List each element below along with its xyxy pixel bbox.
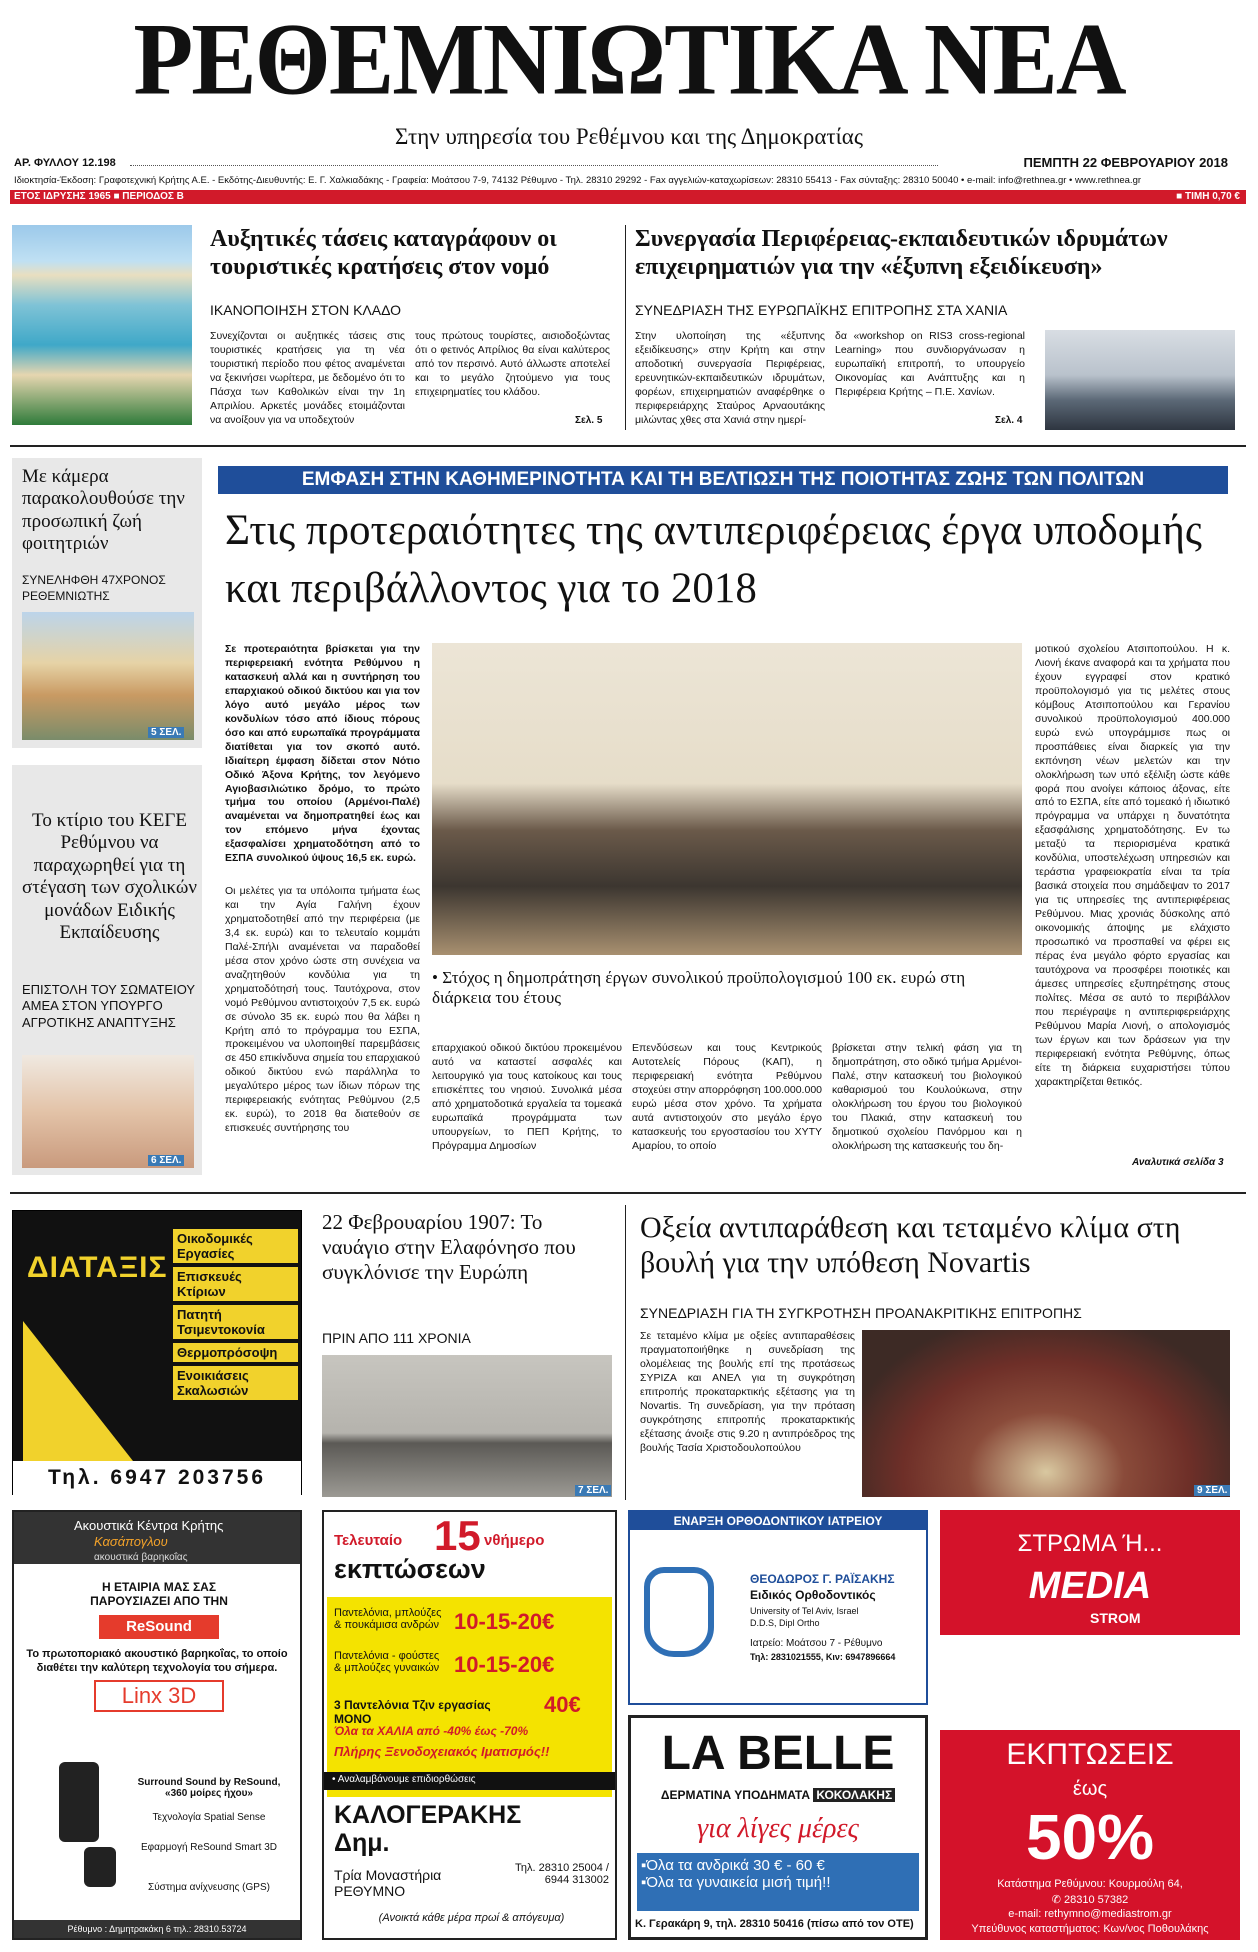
side2-kicker: ΕΠΙΣΤΟΛΗ ΤΟΥ ΣΩΜΑΤΕΙΟΥ ΑΜΕΑ ΣΤΟΝ ΥΠΟΥΡΓΟ ΑΓΡΟΤΙΚΗΣ ΑΝΑΠΤΥΞΗΣ bbox=[22, 982, 195, 1030]
meeting-photo bbox=[432, 643, 1022, 955]
divider bbox=[10, 1192, 1246, 1194]
watch-image bbox=[84, 1847, 116, 1887]
labelle-sub bbox=[631, 1788, 925, 1802]
media-sale: ΕΚΠΤΩΣΕΙΣ bbox=[1006, 1738, 1174, 1771]
divider bbox=[10, 445, 1246, 447]
acoustic-feat3: Εφαρμογή ReSound Smart 3D bbox=[141, 1842, 277, 1853]
service-item: Ενοικιάσεις Σκαλωσιών bbox=[173, 1366, 298, 1400]
side2-headline: Το κτίριο του ΚΕΓΕ Ρεθύμνου να παραχωρηθεί για τη στέγαση των σχολικών μονάδων Ειδικής Εκπαίδευσης bbox=[22, 810, 197, 944]
media-phone[interactable]: ✆ 28310 57382 bbox=[1051, 1894, 1129, 1906]
sale-r3a: 3 Παντελόνια Τζιν εργασίας ΜΟΝΟ bbox=[334, 1698, 491, 1726]
divider bbox=[625, 1205, 626, 1500]
diataxis-phone[interactable]: Τηλ. 6947 203756 bbox=[13, 1461, 301, 1495]
shop-addr: Τρία Μοναστήρια ΡΕΘΥΜΝΟ bbox=[334, 1867, 442, 1899]
lead-col2: επαρχιακού οδικού δικτύου προκειμένου αυτό να καταστεί ασφαλές και λειτουργικό για τους κατοίκους και τους επισκέπτες του νησιού. Συνολικά μέσα από χρηματοδοτικά εργαλεία τα τομεακά ευρωπαϊκά προγράμματα των υπουργείων, το ΠΕΠ Κρήτης, το Πρόγραμμα Δημοσίων bbox=[432, 1042, 622, 1152]
labelle-line1: ▪Όλα τα ανδρικά 30 € - 60 € bbox=[641, 1857, 825, 1874]
story1-kicker: ΙΚΑΝΟΠΟΙΗΣΗ ΣΤΟΝ ΚΛΑΔΟ bbox=[210, 302, 402, 318]
story1-page-ref[interactable]: Σελ. 5 bbox=[575, 415, 603, 426]
labelle-title: LA BELLE bbox=[661, 1727, 895, 1780]
labelle-promo: για λίγες μέρες bbox=[697, 1813, 859, 1844]
story1-headline: Αυξητικές τάσεις καταγράφουν οι τουριστικές κρατήσεις στον νομό bbox=[210, 226, 557, 281]
acoustic-feat4: Σύστημα ανίχνευσης (GPS) bbox=[148, 1882, 270, 1893]
media-upto: έως bbox=[1072, 1778, 1108, 1800]
sale-r6: • Αναλαμβάνουμε επιδιορθώσεις bbox=[324, 1772, 615, 1790]
hotel-pool-photo bbox=[12, 225, 192, 425]
ortho-ad[interactable] bbox=[628, 1510, 928, 1705]
sale-r2b: 10-15-20€ bbox=[454, 1652, 555, 1677]
diataxis-services bbox=[173, 1229, 298, 1400]
media-pct: 50% bbox=[1025, 1801, 1155, 1873]
sale-r5: Πλήρης Ξενοδοχειακός Ιματισμός!! bbox=[334, 1744, 550, 1759]
labelle-sub2: ΚΟΚΟΛΑΚΗΣ bbox=[813, 1788, 895, 1802]
acoustic-desc: Το πρωτοποριακό ακουστικό βαρηκοΐας, το οποίο διαθέτει την καλύτερη τεχνολογία του σήμερα. bbox=[26, 1648, 288, 1675]
lead-page-ref[interactable]: Αναλυτικά σελίδα 3 bbox=[1132, 1157, 1224, 1168]
price-label: ■ ΤΙΜΗ 0,70 € bbox=[1176, 191, 1240, 202]
ortho-title: Ειδικός Ορθοδοντικός bbox=[750, 1588, 876, 1602]
shop-hours: (Ανοικτά κάθε μέρα πρωί & απόγευμα) bbox=[378, 1912, 565, 1924]
labelle-addr: Κ. Γερακάρη 9, τηλ. 28310 50416 (πίσω από τον ΟΤΕ) bbox=[635, 1918, 914, 1930]
story2-col1: Στην υλοποίηση της «έξυπνης εξειδίκευσης» στην Κρήτη και στην αποδοτική συνεργασία Περιφέρειας, ερευνητικών-εκπαιδευτικών ιδρυμάτων, φορέων, επιχειρηματιών αναφέρθηκε ο περιφερειάρχης Σταύρος Αρναουτάκης μιλώντας χθες στα Χανιά στην ημερί- bbox=[635, 330, 825, 426]
ortho-uni: University of Tel Aviv, Israel bbox=[750, 1606, 859, 1616]
divider bbox=[130, 165, 938, 166]
shop-phones[interactable]: Τηλ. 28310 25004 / 6944 313002 bbox=[515, 1862, 609, 1886]
acoustic-ad[interactable] bbox=[12, 1510, 302, 1940]
acoustic-feat1: Surround Sound by ReSound, «360 μοίρες ήχου» bbox=[137, 1777, 281, 1799]
ortho-name: ΘΕΟΔΩΡΟΣ Γ. ΡΑΪΣΑΚΗΣ bbox=[750, 1572, 895, 1586]
mediastrom-ad[interactable] bbox=[940, 1510, 1240, 1940]
sale-r4: Όλα τα ΧΑΛΙΑ από -40% έως -70% bbox=[334, 1724, 529, 1738]
media-photo bbox=[940, 1635, 1240, 1730]
sale-r1a: Παντελόνια, μπλούζες & πουκάμισα ανδρών bbox=[334, 1607, 442, 1631]
media-brand2: STROM bbox=[1090, 1610, 1141, 1626]
media-brand: MEDIA bbox=[1028, 1565, 1152, 1607]
ortho-header: ΕΝΑΡΞΗ ΟΡΘΟΔΟΝΤΙΚΟΥ ΙΑΤΡΕΙΟΥ bbox=[630, 1512, 926, 1530]
phone-image bbox=[59, 1762, 99, 1842]
sale-title: εκπτώσεων bbox=[334, 1554, 486, 1584]
diataxis-triangle bbox=[23, 1321, 133, 1461]
lead-intro: Σε προτεραιότητα βρίσκεται για την περιφερειακή ενότητα Ρεθύμνου η κατασκευή αλλά και η συντήρηση του επαρχιακού οδικού δικτύου και για τον λόγο αυτό μεγάλο μέρος των κονδυλίων τόσο από ίδιους πόρους όσο και από ευρωπαϊκά προγράμματα διατίθεται για τον σκοπό αυτό. Ιδιαίτερη έμφαση δίδεται στον Νότιο Οδικό Άξονα Κρήτης, τον λεγόμενο Αγιοβασιλιώτικο δρόμο, το πρώτο τμήμα του οποίου (Αρμένοι-Παλέ) αναμένεται να δημοπρατηθεί έως και τον επόμενο μήνα έχοντας εξασφαλίσει χρηματοδότηση από το ΕΣΠΑ συνολικού ύψους 16,5 εκ. ευρώ. bbox=[225, 643, 420, 865]
history-page-ref[interactable]: 7 ΣΕΛ. bbox=[575, 1485, 611, 1496]
labelle-ad[interactable] bbox=[628, 1715, 928, 1940]
masthead-tagline: Στην υπηρεσία του Ρεθέμνου και της Δημοκρατίας bbox=[395, 124, 863, 149]
lead-col5: μοτικού σχολείου Ατσιποπούλου. Η κ. Λιονή έκανε αναφορά και τα χρήματα που έχουν εγγραφεί στον κρατικό προϋπολογισμό για τις μελέτες στους κόμβους Ατσιποπούλου και Γερανίου συνολικού προϋπολογισμού 400.000 ευρώ ενώ υπογράμμισε πως οι προσπάθειες είναι διαρκείς για την εκπόνηση νέων μελετών και την ολοκλήρωση των υπό εξέλιξη ώστε κάθε φορά που ανοίγει κάποιος άξονας, είτε από το ΕΣΠΑ, είτε από τομεακό ή ιδιωτικό πρόγραμμα να υπάρχει η δυνατότητα εξασφάλισης χρηματοδότησης. Εν τω μεταξύ τα περιορισμένα κρατικά κονδύλια, υποστελέχωση υπηρεσιών και τεράστια γραφειοκρατία είναι τα τρία βασικά στοιχεία που σημάδεψαν το 2017 για τις υπηρεσίες της αντιπεριφέρειας Ρεθύμνου. Μιας χρονιάς δύσκολης από οικονομικής άποψης με ελάχιστο προσωπικό να προσπαθεί να φέρει εις πέρας ένα μεγάλο φόρτο εργασίας και ταυτόχρονα να προσφέρει ποιοτικές και άμεσες υπηρεσίες εξυπηρέτησης στους πολίτες. Μέσα σε αυτό το περιβάλλον που περιέγραψε η αντιπεριφερειάρχης Ρεθύμνου Μαρία Λιονή, ο απολογισμός των έργων και των δράσεων για την περιφερειακή ενότητα Ρεθύμνης, όπως είτε τη διάρκεια ευχαριστήσει τύπου χαρακτηρίζεται θετικός. bbox=[1035, 643, 1230, 1088]
divider bbox=[625, 225, 626, 430]
sale-top2: νθήμερο bbox=[484, 1532, 545, 1549]
ortho-phone[interactable]: Τηλ: 2831021555, Κιν: 6947896664 bbox=[750, 1652, 896, 1662]
issue-date: ΠΕΜΠΤΗ 22 ΦΕΒΡΟΥΑΡΙΟΥ 2018 bbox=[1023, 155, 1228, 170]
acoustic-footer: Ρέθυμνο : Δημητρακάκη 6 τηλ.: 28310.53724 bbox=[14, 1920, 300, 1938]
service-item: Πατητή Τσιμεντοκονία bbox=[173, 1305, 298, 1339]
history-headline: 22 Φεβρουαρίου 1907: Το ναυάγιο στην Ελαφόνησο που συγκλόνισε την Ευρώπη bbox=[322, 1210, 576, 1284]
kalogerakis-ad[interactable] bbox=[322, 1510, 617, 1940]
story2-page-ref[interactable]: Σελ. 4 bbox=[995, 415, 1023, 426]
history-kicker: ΠΡΙΝ ΑΠΟ 111 ΧΡΟΝΙΑ bbox=[322, 1330, 471, 1346]
story1-col1: Συνεχίζονται οι αυξητικές τάσεις στις τουριστικές κρατήσεις για τη νέα τουριστική περίοδο που φέτος αναμένεται να ξεκινήσει νωρίτερα, με δεδομένο ότι το Πάσχα των Καθολικών είναι την 1η Απριλίου. Αρκετές μονάδες ετοιμάζονται να ανοίξουν για να υποδεχτούν bbox=[210, 330, 405, 426]
novartis-kicker: ΣΥΝΕΔΡΙΑΣΗ ΓΙΑ ΤΗ ΣΥΓΚΡΟΤΗΣΗ ΠΡΟΑΝΑΚΡΙΤΙΚΗΣ ΕΠΙΤΡΟΠΗΣ bbox=[640, 1305, 1082, 1321]
acoustic-subtitle: ακουστικά βαρηκοΐας bbox=[94, 1552, 188, 1563]
ortho-deg: D.D.S, Dipl Ortho bbox=[750, 1618, 820, 1628]
media-email[interactable]: e-mail: rethymno@mediastrom.gr bbox=[1008, 1908, 1172, 1920]
diataxis-ad[interactable] bbox=[12, 1210, 302, 1495]
lead-col4: βρίσκεται στην τελική φάση για τη δημοπράτηση, στο οδικό τμήμα Αρμένοι-Παλέ, στην κατασκευή του βιολογικού καθαρισμού του Κουλούκωνα, στην ολοκλήρωση του έργου του βιολογικού του Πλακιά, στην κατασκευή του δημοτικού σχολείου Πανόρμου και η ολοκλήρωση της κατασκευής του δη- bbox=[832, 1042, 1022, 1152]
building-photo bbox=[22, 612, 194, 740]
acoustic-feat2: Τεχνολογία Spatial Sense bbox=[152, 1812, 266, 1823]
lead-banner: ΕΜΦΑΣΗ ΣΤΗΝ ΚΑΘΗΜΕΡΙΝΟΤΗΤΑ ΚΑΙ ΤΗ ΒΕΛΤΙΩΣΗ ΤΗΣ ΠΟΙΟΤΗΤΑΣ ΖΩΗΣ ΤΩΝ ΠΟΛΙΤΩΝ bbox=[218, 466, 1228, 494]
story2-headline: Συνεργασία Περιφέρειας-εκπαιδευτικών ιδρυμάτων επιχειρηματιών για την «έξυπνη εξειδίκευση» bbox=[635, 226, 1168, 281]
diataxis-logo: ΔΙΑΤΑΞΙΣ bbox=[27, 1251, 168, 1284]
labelle-sub1: ΔΕΡΜΑΤΙΝΑ ΥΠΟΔΗΜΑΤΑ bbox=[660, 1788, 811, 1802]
sale-top1: Τελευταίο bbox=[334, 1532, 403, 1549]
issue-number: ΑΡ. ΦΥΛΛΟΥ 12.198 bbox=[14, 157, 116, 169]
ortho-addr: Ιατρείο: Μοάτσου 7 - Ρέθυμνο bbox=[750, 1638, 883, 1649]
novartis-headline: Οξεία αντιπαράθεση και τεταμένο κλίμα στη βουλή για την υπόθεση Novartis bbox=[640, 1211, 1181, 1280]
side1-kicker: ΣΥΝΕΛΗΦΘΗ 47ΧΡΟΝΟΣ ΡΕΘΕΜΝΙΩΤΗΣ bbox=[22, 573, 166, 603]
side2-page-ref[interactable]: 6 ΣΕΛ. bbox=[148, 1155, 184, 1166]
media-top: ΣΤΡΩΜΑ Ή... bbox=[1017, 1530, 1163, 1557]
publisher-info: Ιδιοκτησία-Έκδοση: Γραφοτεχνική Κρήτης Α.Ε. - Εκδότης-Διευθυντής: Ε. Γ. Χαλκιαδάκης - Γραφεία: Μοάτσου 7-9, 74132 Ρέθυμνο - Τηλ. 28310 29292 - Fax αγγελιών-καταχωρίσεων: 28310 55413 - Fax σύνταξης: 28310 50040 • e-mail: info@rethnea.gr • www.rethnea.gr bbox=[14, 175, 1142, 186]
acoustic-brand: ReSound bbox=[99, 1615, 219, 1639]
lead-col1b: Οι μελέτες για τα υπόλοιπα τμήματα έως και την Αγία Γαλήνη έχουν χρηματοδοτηθεί από την περιφέρεια (με 3,4 εκ. ευρώ) και το τελευταίο κομμάτι Παλέ-Σπήλι αναμένεται να παραδοθεί μέσα στον χρόνο ώστε στη συνέχεια να αναζητηθούν κονδύλια για τη χρηματοδότησή τους. Ταυτόχρονα, στον νομό Ρεθύμνου αντιστοιχούν 7,5 εκ. ευρώ σε σύνολο 35 εκ. ευρώ που θα λάβει η Κρήτη από το πρόγραμμα του ΕΣΠΑ, προκειμένου να υλοποιηθεί παρεμβάσεις σε 450 επικίνδυνα σημεία του επαρχιακού οδικού δικτύου ενώ παράλληλα το μεγαλύτερο μέρος των ίδιων πόρων της περιφερειακής ενότητας Ρεθύμνου (2,5 εκ. ευρώ), το 2018 θα διατεθούν σε επισκευές συντήρησης του bbox=[225, 885, 420, 1135]
service-item: Οικοδομικές Εργασίες bbox=[173, 1229, 298, 1263]
side1-page-ref[interactable]: 5 ΣΕΛ. bbox=[148, 727, 184, 738]
side1-headline: Με κάμερα παρακολουθούσε την προσωπική ζωή φοιτητριών bbox=[22, 466, 185, 555]
workshop-photo bbox=[1045, 330, 1235, 430]
info-bar bbox=[10, 190, 1246, 204]
sale-r2a: Παντελόνια - φούστες & μπλούζες γυναικών bbox=[334, 1650, 440, 1674]
sale-num: 15 bbox=[434, 1512, 481, 1559]
novartis-body: Σε τεταμένο κλίμα με οξείες αντιπαραθέσεις πραγματοποιήθηκε η συνεδρίαση της ολομέλειας της βουλής επί της προτάσεως ΣΥΡΙΖΑ και ΑΝΕΛ για τη συγκρότηση επιτροπής προκαταρκτικής εξέτασης για τη Novartis. Τη συνεδρίαση, για την πρόταση συγκρότησης επιτροπής προκαταρκτικής εξέτασης άνοιξε στις 9.20 η αντιπρόεδρος της βουλής Τασία Χριστοδουλοπούλου bbox=[640, 1330, 855, 1454]
labelle-offers bbox=[637, 1853, 919, 1911]
tooth-icon bbox=[644, 1567, 714, 1657]
acoustic-line1: Η ΕΤΑΙΡΙΑ ΜΑΣ ΣΑΣ ΠΑΡΟΥΣΙΑΖΕΙ ΑΠΟ ΤΗΝ bbox=[90, 1580, 228, 1608]
masthead-title: ΡΕΘΕΜΝΙΩΤΙΚΑ ΝΕΑ bbox=[133, 3, 1125, 117]
parliament-photo bbox=[862, 1330, 1230, 1497]
media-store: Κατάστημα Ρεθύμνου: Κουρμούλη 64, bbox=[997, 1878, 1183, 1890]
lead-headline: Στις προτεραιότητες της αντιπεριφέρειας έργα υποδομής και περιβάλλοντος για το 2018 bbox=[225, 507, 1202, 613]
hands-photo bbox=[22, 1055, 194, 1168]
service-item: Θερμοπρόσοψη bbox=[173, 1343, 298, 1362]
story2-col2: δα «workshop on RIS3 cross-regional Learning» που συνδιοργάνωσαν η ευρωπαϊκή επιτροπή, το υπουργείο Οικονομίας και Ανάπτυξης και η Περιφέρεια Κρήτης – Π.Ε. Χανίων. bbox=[835, 330, 1025, 398]
media-resp: Υπεύθυνος καταστήματος: Κων/νος Ποθουλάκης bbox=[971, 1923, 1209, 1935]
sale-r1b: 10-15-20€ bbox=[454, 1609, 555, 1634]
acoustic-name: Κασάπογλου bbox=[94, 1534, 168, 1549]
sale-r3b: 40€ bbox=[544, 1692, 581, 1717]
lead-col3: Επενδύσεων και τους Κεντρικούς Αυτοτελείς Πόρους (ΚΑΠ), η περιφερειακή ενότητα Ρεθύμνου στοχεύει στην απορρόφηση 100.000.000 ευρώ μέσα στον χρόνο. Τα χρήματα αυτά αντιστοιχούν στο μεγάλο έργο κατασκευής του εργοστασίου του ΧΥΤΥ Αμαρίου, το οποίο bbox=[632, 1042, 822, 1152]
novartis-page-ref[interactable]: 9 ΣΕΛ. bbox=[1194, 1485, 1230, 1496]
founded-label: ΕΤΟΣ ΙΔΡΥΣΗΣ 1965 ■ ΠΕΡΙΟΔΟΣ Β bbox=[14, 191, 184, 202]
acoustic-title: Ακουστικά Κέντρα Κρήτης bbox=[74, 1518, 224, 1533]
story1-col2: τους πρώτους τουρίστες, αισιοδοξώντας ότι ο φετινός Απρίλιος θα είναι καλύτερος από τον περσινό. Αυτό άλλωστε αποτελεί και το μεγάλο ζητούμενο για τους επιχειρηματίες του κλάδου. bbox=[415, 330, 610, 398]
lead-photo-caption: • Στόχος η δημοπράτηση έργων συνολικού προϋπολογισμού 100 εκ. ευρώ στη διάρκεια του έτους bbox=[432, 968, 966, 1008]
shop-name: ΚΑΛΟΓΕΡΑΚΗΣ Δημ. bbox=[334, 1801, 522, 1857]
service-item: Επισκευές Κτίριων bbox=[173, 1267, 298, 1301]
acoustic-product: Linx 3D bbox=[94, 1680, 224, 1712]
labelle-line2: ▪Όλα τα γυναικεία μισή τιμή!! bbox=[641, 1874, 831, 1891]
shipwreck-photo bbox=[322, 1355, 612, 1497]
story2-kicker: ΣΥΝΕΔΡΙΑΣΗ ΤΗΣ ΕΥΡΩΠΑΪΚΗΣ ΕΠΙΤΡΟΠΗΣ ΣΤΑ ΧΑΝΙΑ bbox=[635, 302, 1008, 318]
